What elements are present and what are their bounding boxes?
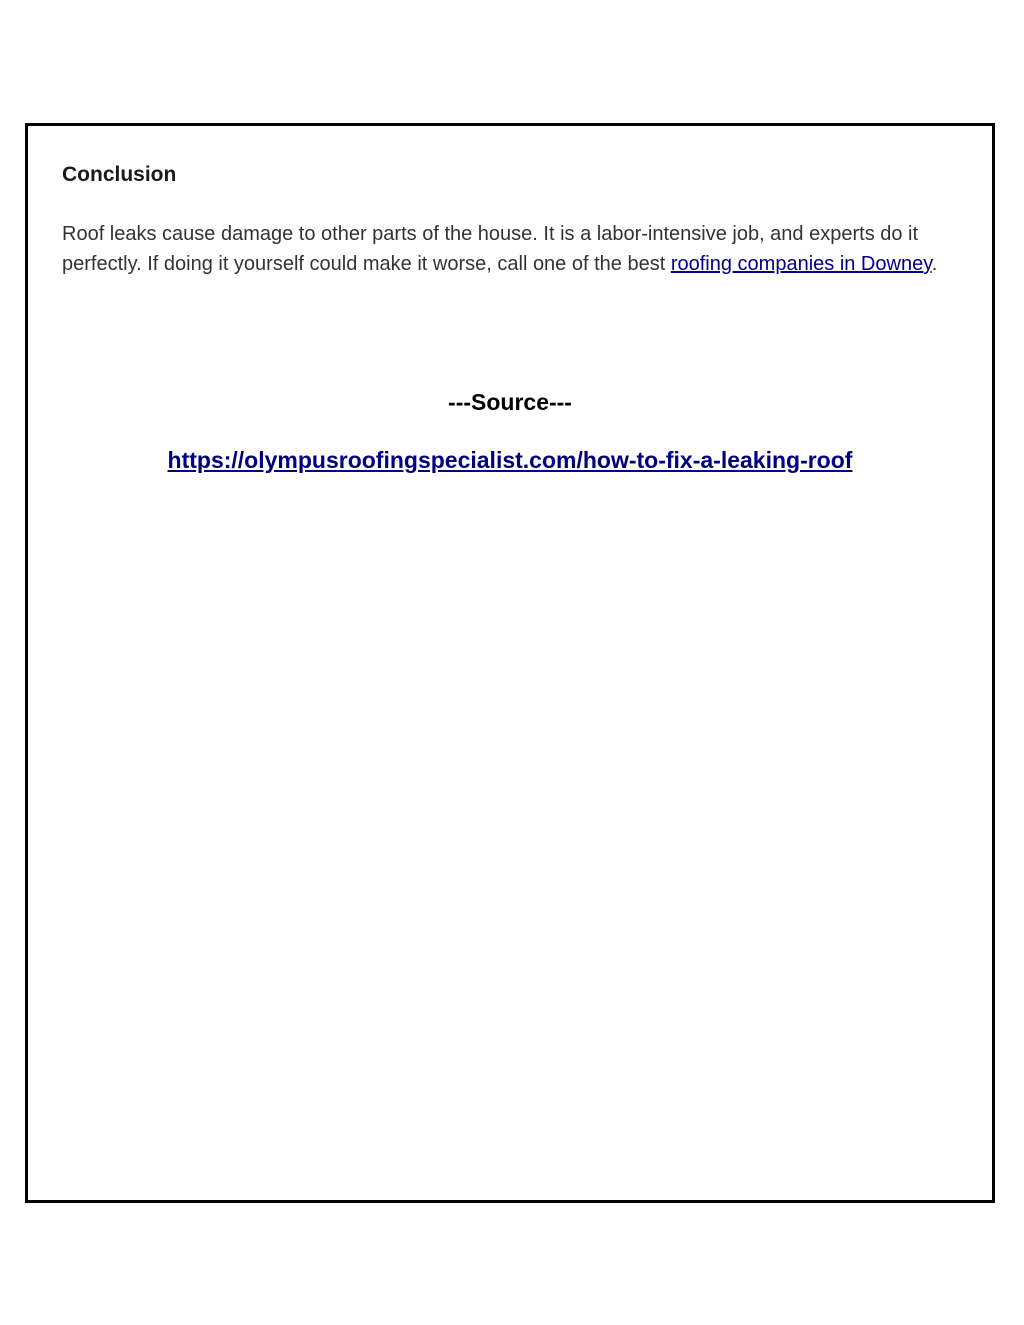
roofing-companies-link[interactable]: roofing companies in Downey [670, 253, 932, 275]
conclusion-text-end: . [931, 253, 938, 275]
conclusion-text: Roof leaks cause damage to other parts of the house. It is a labor-intensive job, and experts do it perfectly. If doing it yourself could make it worse, call one of the best [62, 223, 919, 275]
source-label: ---Source--- [448, 389, 572, 415]
conclusion-paragraph [62, 219, 962, 279]
page-frame [25, 123, 995, 1203]
source-url-link[interactable]: https://olympusroofingspecialist.com/how-to-fix-a-leaking-roof [167, 447, 853, 473]
conclusion-heading: Conclusion [62, 163, 177, 186]
source-link-container [28, 444, 992, 480]
